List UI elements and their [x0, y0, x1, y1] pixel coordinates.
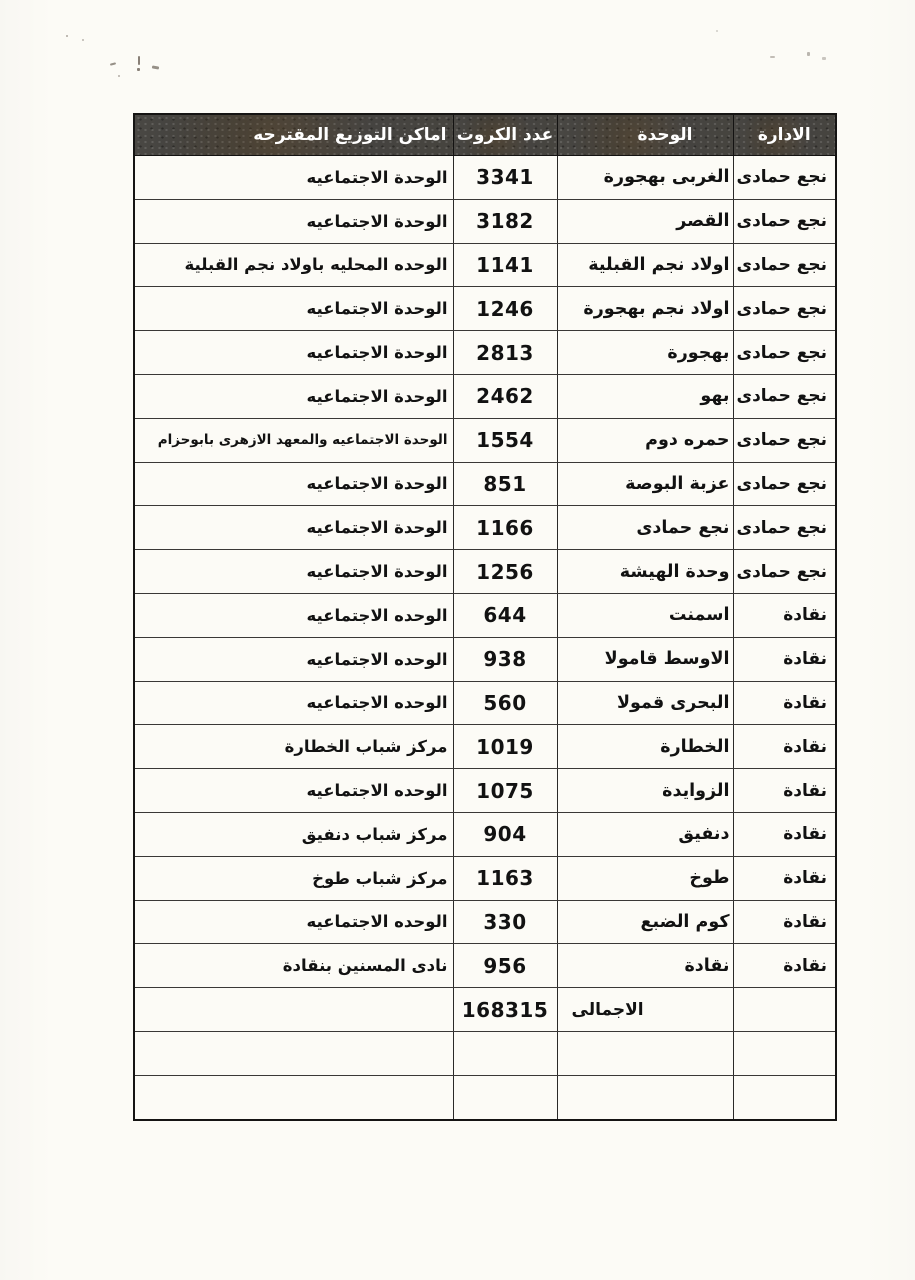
scan-speck [82, 39, 84, 41]
table-row [134, 593, 836, 637]
cell-cards: 956 [453, 944, 557, 988]
cell-unit: بهجورة [557, 331, 733, 375]
cell-cards: 938 [453, 637, 557, 681]
cell-cards: 560 [453, 681, 557, 725]
cell-location: مركز شباب دنفيق [134, 812, 453, 856]
cell-admin: نقادة [733, 944, 836, 988]
table-row [134, 374, 836, 418]
total-row [134, 988, 836, 1032]
cell-unit: نقادة [557, 944, 733, 988]
cell-unit: الخطارة [557, 725, 733, 769]
cell-admin: نجع حمادى [733, 550, 836, 594]
cell-unit: الزوايدة [557, 769, 733, 813]
cell-cards: 1246 [453, 287, 557, 331]
cell-location: الوحدة الاجتماعيه [134, 331, 453, 375]
cell-unit: الغربى بهجورة [557, 156, 733, 200]
cell-location: الوحده الاجتماعيه [134, 593, 453, 637]
empty-row [134, 1031, 836, 1075]
cell-cards: 3182 [453, 199, 557, 243]
cell-admin: نجع حمادى [733, 506, 836, 550]
cell-location [134, 1031, 453, 1075]
cell-cards: 1141 [453, 243, 557, 287]
cell-cards [453, 1075, 557, 1119]
cell-unit: اولاد نجم بهجورة [557, 287, 733, 331]
cell-admin [733, 1031, 836, 1075]
cell-cards: 904 [453, 812, 557, 856]
table-body [134, 156, 836, 1120]
scan-speck [822, 57, 826, 60]
table-row [134, 418, 836, 462]
cell-location: نادى المسنين بنقادة [134, 944, 453, 988]
scan-speck [770, 56, 775, 58]
table-row [134, 944, 836, 988]
cell-location: الوحدة الاجتماعيه [134, 550, 453, 594]
cell-unit: طوخ [557, 856, 733, 900]
cell-location: الوحده الاجتماعيه [134, 769, 453, 813]
cell-location: الوحدة الاجتماعيه [134, 462, 453, 506]
total-value: 168315 [453, 988, 557, 1032]
cell-location: الوحده الاجتماعيه [134, 637, 453, 681]
card-distribution-table [133, 113, 837, 1121]
cell-unit: القصر [557, 199, 733, 243]
cell-unit: اسمنت [557, 593, 733, 637]
cell-admin: نجع حمادى [733, 243, 836, 287]
cell-location: مركز شباب الخطارة [134, 725, 453, 769]
cell-location: مركز شباب طوخ [134, 856, 453, 900]
cell-location: الوحده الاجتماعيه [134, 900, 453, 944]
cell-unit: وحدة الهيشة [557, 550, 733, 594]
table-row [134, 681, 836, 725]
header-locations: اماكن التوزيع المقترحه [134, 114, 453, 156]
table-row [134, 769, 836, 813]
cell-admin: نجع حمادى [733, 331, 836, 375]
cell-location: الوحده الاجتماعيه [134, 681, 453, 725]
table-row [134, 506, 836, 550]
cell-location: الوحدة الاجتماعيه والمعهد الازهرى بابوحزام [134, 418, 453, 462]
cell-unit: دنفيق [557, 812, 733, 856]
cell-admin: نجع حمادى [733, 156, 836, 200]
cell-cards: 2462 [453, 374, 557, 418]
cell-admin: نقادة [733, 725, 836, 769]
table-row [134, 637, 836, 681]
cell-cards: 330 [453, 900, 557, 944]
cell-cards: 851 [453, 462, 557, 506]
cell-admin: نقادة [733, 681, 836, 725]
table-header [134, 114, 836, 156]
scan-speck [716, 30, 718, 32]
cell-cards: 3341 [453, 156, 557, 200]
cell-location [134, 1075, 453, 1119]
cell-admin: نجع حمادى [733, 418, 836, 462]
cell-unit: اولاد نجم القبلية [557, 243, 733, 287]
empty-row [134, 1075, 836, 1119]
cell-admin: نقادة [733, 769, 836, 813]
cell-admin: نقادة [733, 812, 836, 856]
table-row [134, 725, 836, 769]
scan-speck [138, 56, 140, 65]
cell-unit [557, 1075, 733, 1119]
cell-cards: 1554 [453, 418, 557, 462]
cell-cards: 1256 [453, 550, 557, 594]
table-row [134, 812, 836, 856]
cell-admin: نقادة [733, 593, 836, 637]
cell-cards: 644 [453, 593, 557, 637]
cell-location: الوحدة الاجتماعيه [134, 506, 453, 550]
cell-admin: نجع حمادى [733, 287, 836, 331]
cell-location: الوحدة الاجتماعيه [134, 374, 453, 418]
header-cards: عدد الكروت [453, 114, 557, 156]
scan-speck [137, 68, 140, 71]
table-row [134, 900, 836, 944]
scan-speck [152, 65, 159, 69]
table-row [134, 287, 836, 331]
header-row [134, 114, 836, 156]
table-row [134, 331, 836, 375]
cell-admin: نجع حمادى [733, 462, 836, 506]
cell-admin: نقادة [733, 637, 836, 681]
table-row [134, 243, 836, 287]
cell-unit: الاوسط قامولا [557, 637, 733, 681]
cell-location: الوحده المحليه باولاد نجم القبلية [134, 243, 453, 287]
cell-unit: البحرى قمولا [557, 681, 733, 725]
scan-speck [66, 35, 68, 37]
cell-location: الوحدة الاجتماعيه [134, 287, 453, 331]
scan-speck [110, 62, 116, 65]
cell-location: الوحدة الاجتماعيه [134, 156, 453, 200]
cell-unit [557, 1031, 733, 1075]
cell-admin [733, 1075, 836, 1119]
scan-speck [807, 52, 810, 56]
cell-location: الوحدة الاجتماعيه [134, 199, 453, 243]
table-row [134, 199, 836, 243]
cell-unit: عزبة البوصة [557, 462, 733, 506]
total-label: الاجمالى [557, 988, 733, 1032]
table-row [134, 550, 836, 594]
header-admin: الادارة [733, 114, 836, 156]
cell-admin: نقادة [733, 856, 836, 900]
cell-admin: نجع حمادى [733, 199, 836, 243]
table-row [134, 156, 836, 200]
cell-unit: حمره دوم [557, 418, 733, 462]
scan-speck [118, 75, 120, 77]
cell-cards: 1166 [453, 506, 557, 550]
cell-cards: 1019 [453, 725, 557, 769]
cell-unit: نجع حمادى [557, 506, 733, 550]
cell-unit: بهو [557, 374, 733, 418]
cell-cards: 1075 [453, 769, 557, 813]
cell-cards [453, 1031, 557, 1075]
table-row [134, 462, 836, 506]
cell-admin: نقادة [733, 900, 836, 944]
cell-location [134, 988, 453, 1032]
table-row [134, 856, 836, 900]
cell-admin: نجع حمادى [733, 374, 836, 418]
cell-cards: 1163 [453, 856, 557, 900]
cell-cards: 2813 [453, 331, 557, 375]
cell-unit: كوم الضبع [557, 900, 733, 944]
header-unit: الوحدة [557, 114, 733, 156]
cell-admin [733, 988, 836, 1032]
